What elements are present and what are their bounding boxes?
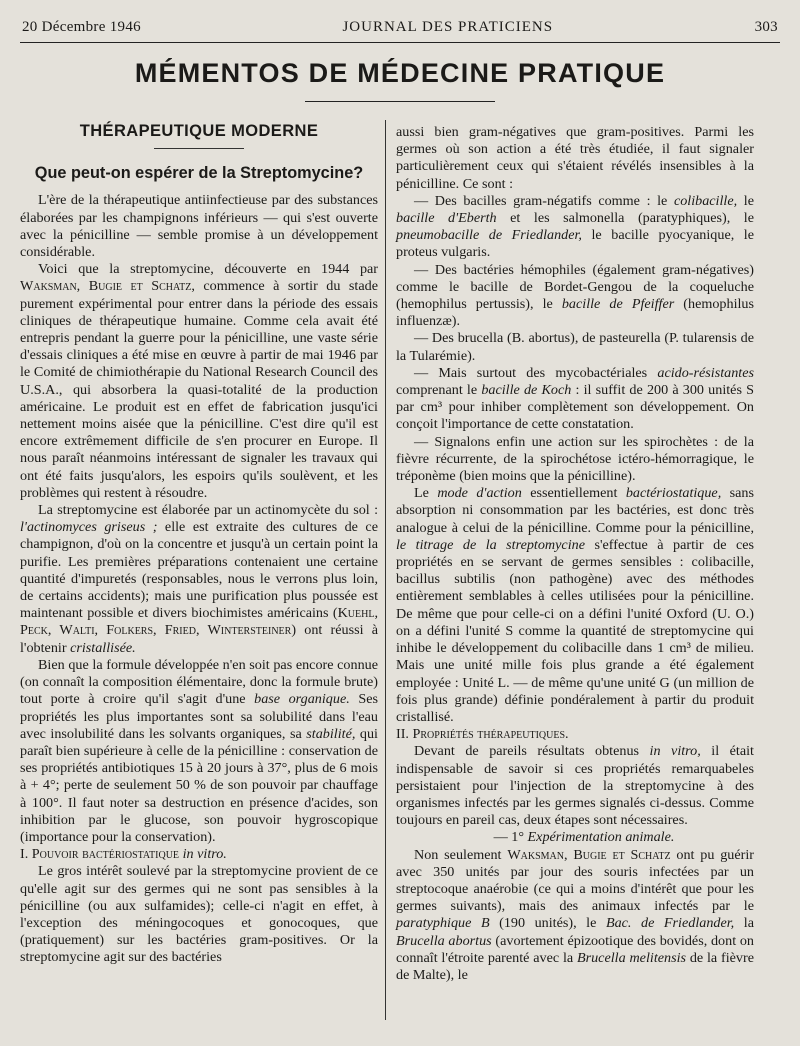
article-title: Que peut-on espérer de la Streptomycine? xyxy=(34,164,364,183)
paragraph: Le gros intérêt soulevé par la streptomycine provient de ce qu'elle agit sur des germes qui ne sont pas sensibles à la pénicilline (ou aux sulfamides); celle-ci n'agit en effet, à l'exception des méningocoques et gonocoques, que (pratiquement) sur les bactéries gram-positives. Or la streptomycine agit sur des bactéries xyxy=(20,863,378,966)
right-column xyxy=(396,124,754,984)
subsubsection-heading: — 1° Expérimentation animale. xyxy=(493,829,675,846)
paragraph: — Des brucella (B. abortus), de pasteurella (P. tularensis de la Tularémie). xyxy=(396,330,754,364)
paragraph: — Des bactéries hémophiles (également gram-négatives) comme le bacille de Bordet-Gengou de la coqueluche (hemophilus pertussis), le bacille de Pfeiffer (hemophilus influenzæ). xyxy=(396,261,754,330)
paragraph: L'ère de la thérapeutique antiinfectieuse par des substances élaborées par les champignons inférieurs — qui s'est ouverte avec la pénicilline — semble promise à un développement considérable. xyxy=(20,192,378,261)
page-number: 303 xyxy=(754,18,778,35)
page-title: MÉMENTOS DE MÉDECINE PRATIQUE xyxy=(134,58,666,88)
paragraph: aussi bien gram-négatives que gram-positives. Parmi les germes où son action a été très étudiée, il faut signaler particulièrement ceux qui s'étaient révélés insensibles à la pénicilline. Ce sont : xyxy=(396,124,754,192)
author-names: Waksman, Bugie et Schatz xyxy=(20,278,192,295)
issue-date: 20 Décembre 1946 xyxy=(22,18,141,35)
paragraph: Le mode d'action essentiellement bactériostatique, sans absorption ni consommation par les bactéries, est donc très analogue à celui de la pénicilline. Comme pour la pénicilline, le titrage de la streptomycine s'effectue à partir de ces propriétés en se servant de germes sensibles : colibacille, bacillus subtilis (non pathogène) avec des méthodes entièrement semblables à celles utilisées pour la pénicilline. De même que pour celle-ci on a défini l'unité Oxford (U. O.) on a défini l'unité S comme la quantité de streptomycine qui inhibe le développement du colibacille dans 1 cm³ de milieu. Mais une unité mille fois plus grande a été également employée : Unité L. — de même qu'une unité G (un million de fois plus grande) définie pondéralement à partir du produit cristallisé. xyxy=(396,485,755,725)
subsection-heading: I. Pouvoir bactériostatique in vitro. xyxy=(20,846,227,863)
author-names: Waksman, Bugie et Schatz xyxy=(507,846,671,863)
journal-name: JOURNAL DES PRATICIENS xyxy=(342,18,554,35)
paragraph: — Signalons enfin une action sur les spirochètes : de la fièvre récurrente, de la spirochétose ictéro-hémorragique, le tréponème (bien moins que la pénicilline). xyxy=(396,433,754,485)
section-heading: THÉRAPEUTIQUE MODERNE xyxy=(79,122,319,140)
paragraph: Devant de pareils résultats obtenus in vitro, il était indispensable de savoir si ces propriétés remarquabeles persistaient pour l'injection de la streptomycine à des organismes infectés par les germes signalés ci-dessus. Comme toujours en pareil cas, deux étapes sont nécessaires. xyxy=(396,743,754,829)
left-column xyxy=(20,118,378,967)
header-rule xyxy=(20,42,780,43)
subsection-heading: II. Propriétés thérapeutiques. xyxy=(396,726,569,743)
author-names: Kuehl, Peck, Walti, Folkers, Fried, Wintersteiner xyxy=(20,605,378,639)
column-divider xyxy=(385,120,386,1020)
running-head xyxy=(22,16,778,38)
paragraph: — Des bacilles gram-négatifs comme : le colibacille, le bacille d'Eberth et les salmonella (paratyphiques), le pneumobacille de Friedlander, le bacille pyocyanique, le proteus vulgaris. xyxy=(396,192,754,261)
paragraph: Non seulement Waksman, Bugie et Schatz ont pu guérir avec 350 unités par jour des souris infectées par un streptocoque anaérobie (ce qui a moins d'intérêt que pour les germes suivants), mais des animaux infectés par le paratyphique B (190 unités), le Bac. de Friedlander, la Brucella abortus (avortement épizootique des bovidés, dont on connaît l'étroite parenté avec la Brucella melitensis de la fièvre de Malte), le xyxy=(396,846,754,983)
title-rule xyxy=(305,101,495,102)
paragraph: La streptomycine est élaborée par un actinomycète du sol : l'actinomyces griseus ; elle est extraite des cultures de ce champignon, d'où on la concentre et jusqu'à un certain point la purifie. Les premières préparations contenaient une certaine quantité d'impuretés (responsables, nous le verrons plus loin, de certains accidents); mais une purification plus poussée est maintenant possible et divers biochimistes américains (Kuehl, Peck, Walti, Folkers, Fried, Wintersteiner) ont réussi à l'obtenir cristallisée. xyxy=(20,502,378,656)
paragraph: Bien que la formule développée n'en soit pas encore connue (on connaît la composition élémentaire, donc la formule brute) tout porte à croire qu'il s'agit d'une base organique. Ses propriétés les plus importantes sont sa solubilité dans l'eau avec insolubilité dans les solvants organiques, sa stabilité, qui paraît bien supérieure à celle de la pénicilline : conservation de ses propriétés antibiotiques 15 à 20 jours à 37°, plus de 6 mois à + 4°; perte de seulement 50 % de son pouvoir par chauffage à 100°. Il faut noter sa destruction en présence d'acides, son inhibition par le glucose, son pouvoir hygroscopique (importance pour la conservation). xyxy=(20,656,378,845)
section-rule xyxy=(154,148,244,149)
paragraph: Voici que la streptomycine, découverte en 1944 par Waksman, Bugie et Schatz, commence à sortir du stade purement expérimental pour entrer dans la période des essais cliniques de thérapeutique humaine. Comme cela avait été entrepris pendant la guerre pour la pénicilline, une vaste série d'essais cliniques a été mise en œuvre à partir de mai 1946 par le Comité de chimiothérapie du National Research Council des U.S.A., qui absorbera la quasi-totalité de la production américaine. Le produit est en effet de fabrication jusqu'ici nettement moins aisée que la pénicilline. C'est dire qu'il est encore extrêmement difficile de s'en procurer en Europe. Il nous paraît néanmoins intéressant de signaler les travaux qui ont été faits jusqu'alors, les espoirs qu'ils soulèvent, et les problèmes qui restent à résoudre. xyxy=(20,261,378,501)
paragraph: — Mais surtout des mycobactériales acido-résistantes comprenant le bacille de Koch : il suffit de 200 à 300 unités S par cm³ pour inhiber complètement son développement. On conçoit l'importance de cette constatation. xyxy=(396,364,754,433)
